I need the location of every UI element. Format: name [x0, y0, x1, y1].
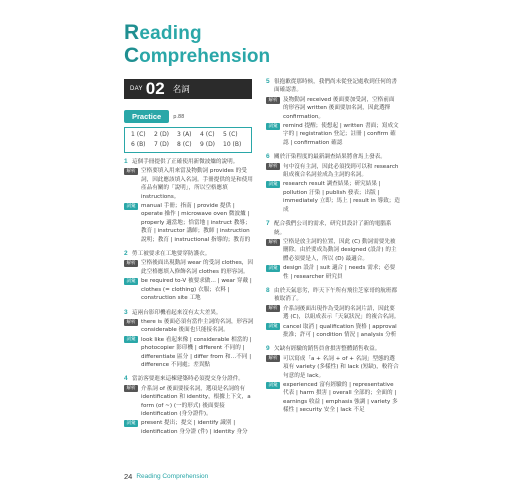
- question-text: 勞工被要求在工地要穿防護衣。: [132, 251, 211, 258]
- question-number: 5: [266, 78, 270, 85]
- vocab-tag: 詞彙: [266, 382, 280, 389]
- answer-item: 7 (D): [154, 141, 170, 148]
- vocab-tag: 詞彙: [124, 203, 138, 210]
- vocab-tag: 詞彙: [124, 278, 138, 285]
- question-number: 6: [266, 153, 270, 161]
- right-column: [266, 78, 400, 421]
- explain-tag: 解析: [124, 168, 138, 175]
- answer-key: [124, 127, 252, 153]
- explain-tag: 解析: [266, 163, 280, 170]
- vocabulary-text: design 設計 | suit 適合 | needs 需求；必要性 | researcher 研究員: [283, 265, 396, 280]
- explanation-text: 介系詞 of 後面要接名詞，選項是名詞的有 identification 和 identity，根據上下文，a form (of ~) (一的形式) 後面要接 identification (身分證件)。: [141, 385, 251, 417]
- page-footer: [124, 472, 208, 481]
- day-banner: [124, 79, 252, 99]
- practice-header: [124, 110, 184, 123]
- day-title: 名詞: [172, 85, 190, 95]
- explain-tag: 解析: [266, 239, 280, 246]
- question-text: 配合我們公司的需求，研究員設計了新的電腦系統。: [274, 221, 392, 236]
- title-line-2: Comprehension: [124, 44, 271, 67]
- answer-item: 3 (A): [177, 131, 192, 138]
- practice-page-ref: p.88: [173, 113, 185, 120]
- question-item: [266, 78, 400, 147]
- question-number: 1: [124, 158, 128, 165]
- question-number: 8: [266, 286, 270, 294]
- question-item: [266, 345, 400, 414]
- practice-badge: Practice: [124, 110, 169, 123]
- answer-item: 6 (B): [131, 141, 146, 148]
- vocabulary-text: research result 調查結果；研究結果 | pollution 汙染 | publish 發表；出版 | immediately 立即；馬上 | result in 導致；造成: [283, 181, 400, 213]
- explanation-text: 空格後面出現動詞 wear 的受詞 clothes，因此空格應填入修飾名詞 clothes 的形容詞。: [141, 260, 253, 275]
- answer-item: 2 (D): [154, 131, 170, 138]
- left-column: [124, 158, 256, 442]
- question-number: 3: [124, 308, 128, 316]
- question-item: [266, 220, 400, 281]
- explain-tag: 解析: [266, 355, 280, 362]
- explain-tag: 解析: [266, 305, 280, 312]
- explanation-text: there is 後面必須有當作主詞的名詞，形容詞 considerable 後面也只能接名詞。: [141, 318, 254, 334]
- answer-row: [131, 130, 251, 140]
- question-number: 7: [266, 220, 270, 228]
- answer-row: [131, 140, 251, 150]
- question-text: 由於天氣惡劣，昨天下午所有飛往芝家哥的航班都被取消了。: [274, 287, 398, 303]
- answer-item: 8 (C): [177, 141, 192, 148]
- title-line-1: Reading: [124, 21, 202, 44]
- footer-label: Reading Comprehension: [136, 473, 209, 480]
- question-number: 9: [266, 345, 270, 353]
- question-item: [266, 153, 400, 214]
- question-text: 欠缺有經驗的銷售員會損害整體銷售收益。: [274, 346, 381, 353]
- vocab-tag: 詞彙: [124, 336, 138, 343]
- question-item: [124, 158, 256, 244]
- vocab-tag: 詞彙: [266, 123, 280, 130]
- explanation-text: 空格是放主詞的位置，因此 (C) 動詞需要先被刪除。由於要成為動詞 designed (設計) 的主體必須要是人，所以 (D) 最適合。: [283, 238, 397, 262]
- vocabulary-text: remind 提醒；使想起 | written 書面；寫成文字的 | registration 登記；註冊 | confirm 確認 | confirmation 確認: [283, 123, 399, 146]
- vocab-tag: 詞彙: [266, 265, 280, 272]
- question-number: 4: [124, 375, 128, 383]
- vocabulary-text: manual 手冊；指南 | provide 提供 | operate 操作 | microwave oven 微波爐 | properly 適當地；恰當地 | instruct 教導；教育 | instructor 講師；教師 | instruction 說明；教育 | instructional 指導的；教育的: [141, 203, 251, 243]
- explanation-text: 介系詞後面出現作為受詞的名詞片語，因此要選 (C)，以組成表示「天氣狀況」的複合名詞。: [283, 305, 400, 321]
- vocab-tag: 詞彙: [266, 181, 280, 188]
- vocabulary-text: present 提出；提交 | identify 識別 | identification 身分證 (件) | identity 身分: [141, 420, 248, 435]
- question-text: 很抱歉從那時候，我們尚未從登記處收到任何的書面確認書。: [274, 79, 398, 94]
- answer-item: 4 (C): [200, 131, 215, 138]
- question-text: 當訪客要進來這棟建築時必須提交身分證件。: [132, 376, 244, 383]
- vocabulary-text: look like 看起來像 | considerable 相當的 | photocopier 影印機 | different 不同的 | differentiate 區分 | differ from 和…不同 | difference 不同處；差異點: [141, 336, 252, 368]
- question-number: 2: [124, 250, 128, 258]
- explain-tag: 解析: [124, 385, 138, 392]
- vocab-tag: 詞彙: [266, 323, 280, 330]
- day-number: 02: [145, 79, 165, 98]
- section-title: [124, 22, 270, 68]
- day-label: DAY: [130, 86, 143, 92]
- vocabulary-text: be required to-V 被要求做… | wear 穿戴 | clothes (= clothing) 衣服；衣料 | construction site 工地: [141, 278, 252, 302]
- vocab-tag: 詞彙: [124, 420, 138, 427]
- explain-tag: 解析: [124, 319, 138, 326]
- question-item: [266, 287, 400, 339]
- question-text: 關於汗染程度的最新調查結果將會馬上發表。: [274, 154, 386, 161]
- answer-item: 1 (C): [131, 131, 146, 138]
- answer-item: 5 (C): [223, 131, 238, 138]
- question-text: 這兩台影印機看起來沒有太大差異。: [132, 309, 222, 316]
- answer-item: 10 (B): [223, 141, 242, 148]
- explain-tag: 解析: [124, 260, 138, 267]
- vocabulary-text: experienced 富有經驗的 | representative 代表 | harm 損害 | overall 全部的；全面的 | earnings 收益 | emphasis 強調 | variety 多樣性 | security 安全 | lack 不足: [283, 382, 398, 414]
- answer-item: 9 (D): [200, 141, 216, 148]
- question-text: 這個手冊提供了正確使用新微波爐的說明。: [132, 159, 239, 165]
- explain-tag: 解析: [266, 97, 280, 104]
- question-item: [124, 375, 256, 436]
- explanation-text: 空格要填入用來當及物動詞 provides 的受詞，因此應該填入名詞。手冊提供的是和使用產品有關的「說明」，所以空格應填 instructions。: [141, 168, 253, 200]
- explanation-text: 可以寫成「a + 名詞 + of + 名詞」型態的選項有 variety (多樣性) 和 lack (短缺)，較符合句意的是 lack。: [283, 355, 399, 379]
- explanation-text: 句中沒有主詞，因此必須找到可以和 research 組成複合名詞並成為主詞的名詞。: [283, 163, 399, 179]
- question-item: [124, 309, 256, 370]
- explanation-text: 及物動詞 received 後面要加受詞，空格前面的形容詞 written 後面要加名詞，因此選擇 confirmation。: [283, 96, 395, 120]
- page-number: 24: [124, 472, 133, 481]
- vocabulary-text: cancel 取消 | qualification 資格 | approval 批准；許可 | condition 情況 | analysis 分析: [283, 323, 397, 338]
- question-item: [124, 250, 256, 302]
